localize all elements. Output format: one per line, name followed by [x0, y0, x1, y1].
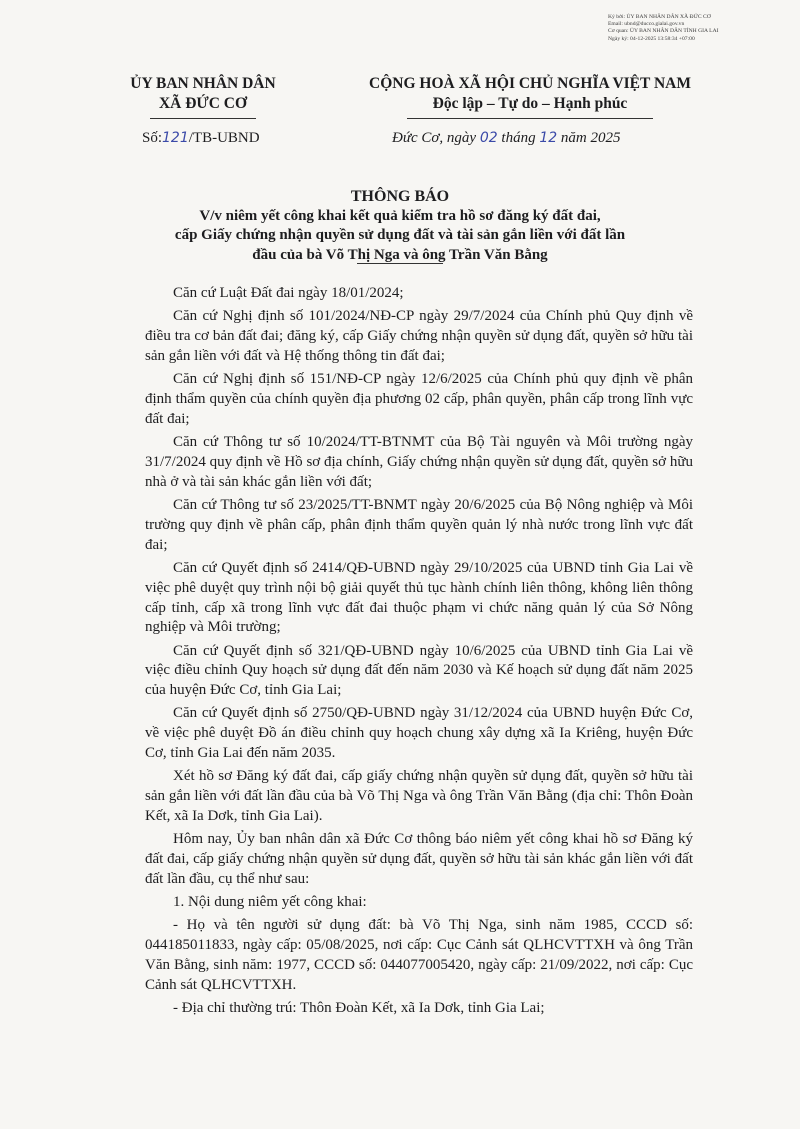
- digital-signature-stamp: [608, 14, 796, 43]
- subject-line-3: đầu của bà Võ Thị Nga và ông Trần Văn Bằng: [252, 246, 548, 263]
- document-number: [142, 130, 260, 147]
- motto-underline: [407, 118, 653, 119]
- signature-line: Ngày ký: 04-12-2025 13:58:34 +07:00: [608, 35, 695, 42]
- document-date: [392, 130, 621, 147]
- agency-underline: [150, 118, 256, 119]
- body-paragraph: Căn cứ Luật Đất đai ngày 18/01/2024;: [173, 285, 404, 301]
- signature-line: Ký bởi: ỦY BAN NHÂN DÂN XÃ ĐỨC CƠ: [608, 14, 711, 20]
- title-underline: [357, 263, 443, 264]
- body-paragraph: Hôm nay, Ủy ban nhân dân xã Đức Cơ thông báo niêm yết công khai hồ sơ Đăng ký đất đai, cấp giấy chứng nhận quyền sử dụng đất, quyền sở hữu tài sản khác gắn liền với đất đất lần đầu, cụ thể như sau:: [145, 831, 693, 888]
- handwritten-day: 02: [479, 130, 498, 146]
- signature-line: Email: ubnd@ducco.gialai.gov.vn: [608, 21, 685, 28]
- body-paragraph: Xét hồ sơ Đăng ký đất đai, cấp giấy chứng nhận quyền sử dụng đất, quyền sở hữu tài sản gắn liền với đất lần đầu của bà Võ Thị Nga và ông Trần Văn Bằng (địa chỉ: Thôn Đoàn Kết, xã Ia Dơk, tỉnh Gia Lai).: [145, 768, 693, 825]
- nation-line-1: CỘNG HOÀ XÃ HỘI CHỦ NGHĨA VIỆT NAM: [369, 75, 691, 92]
- body-paragraph: - Địa chỉ thường trú: Thôn Đoàn Kết, xã Ia Dơk, tỉnh Gia Lai;: [173, 1000, 545, 1017]
- date-month-label: tháng: [497, 130, 540, 146]
- body-paragraph: Căn cứ Thông tư số 10/2024/TT-BTNMT của Bộ Tài nguyên và Môi trường ngày 31/7/2024 quy định về Hồ sơ địa chính, Giấy chứng nhận quyền sử dụng đất, quyền sở hữu nhà ở và tài sản khác gắn liền với đất;: [145, 433, 693, 490]
- body-paragraph: Căn cứ Nghị định số 101/2024/NĐ-CP ngày 29/7/2024 của Chính phủ Quy định về điều tra cơ bản đất đai; đăng ký, cấp Giấy chứng nhận quyền sử dụng đất, quyền sở hữu tài sản gắn liền với đất và Hệ thống thông tin đất đai;: [145, 308, 693, 364]
- date-year: năm 2025: [557, 130, 621, 146]
- agency-line-2: XÃ ĐỨC CƠ: [158, 95, 248, 112]
- body-paragraph: Căn cứ Thông tư số 23/2025/TT-BNMT ngày 20/6/2025 của Bộ Nông nghiệp và Môi trường quy định về phân cấp, phân định thẩm quyền quản lý nhà nước trong lĩnh vực đất đai;: [145, 496, 693, 553]
- date-place: Đức Cơ, ngày: [392, 130, 480, 146]
- body-paragraph: - Họ và tên người sử dụng đất: bà Võ Thị Nga, sinh năm 1985, CCCD số: 044185011833, ngày cấp: 05/08/2025, nơi cấp: Cục Cảnh sát QLHCVTTXH và ông Trần Văn Bằng, sinh năm: 1977, CCCD số: 044077005420, ngày cấp: 21/09/2022, nơi cấp: Cục Cảnh sát QLHCVTTXH.: [145, 917, 693, 993]
- national-motto: [310, 74, 750, 114]
- number-prefix: Số:: [142, 130, 163, 146]
- handwritten-month: 12: [539, 130, 558, 146]
- nation-line-2: Độc lập – Tự do – Hạnh phúc: [432, 95, 628, 112]
- body-paragraph: Căn cứ Quyết định số 2414/QĐ-UBND ngày 29/10/2025 của UBND tỉnh Gia Lai về việc phê duyệt quy trình nội bộ giải quyết thủ tục hành chính liên thông, không liên thông cấp tỉnh, cấp xã trong lĩnh vực đất đai thuộc phạm vi chức năng quản lý của Sở Nông nghiệp và Môi trường;: [145, 559, 693, 636]
- number-suffix: /TB-UBND: [188, 130, 260, 146]
- signature-line: Cơ quan: ỦY BAN NHÂN DÂN TỈNH GIA LAI: [608, 28, 719, 35]
- subject-line-2: cấp Giấy chứng nhận quyền sử dụng đất và tài sản gắn liền với đất lần: [174, 227, 626, 244]
- issuing-agency: [108, 74, 298, 114]
- body-paragraph: 1. Nội dung niêm yết công khai:: [173, 894, 367, 911]
- agency-line-1: ỦY BAN NHÂN DÂN: [130, 75, 276, 92]
- notice-heading: THÔNG BÁO: [350, 188, 450, 205]
- handwritten-number: 121: [162, 130, 189, 146]
- body-paragraph: Căn cứ Quyết định số 321/QĐ-UBND ngày 10/6/2025 của UBND tỉnh Gia Lai về việc điều chỉnh Quy hoạch sử dụng đất đến năm 2030 và Kế hoạch sử dụng đất năm 2025 của huyện Đức Cơ, tỉnh Gia Lai;: [145, 642, 693, 699]
- body-paragraph: Căn cứ Quyết định số 2750/QĐ-UBND ngày 31/12/2024 của UBND huyện Đức Cơ, về việc phê duyệt Đồ án điều chỉnh quy hoạch chung xây dựng xã Ia Kriêng, huyện Đức Cơ, tỉnh Gia Lai đến năm 2035.: [145, 705, 693, 762]
- body-paragraph: Căn cứ Nghị định số 151/NĐ-CP ngày 12/6/2025 của Chính phủ quy định về phân định thẩm quyền của chính quyền địa phương 02 cấp, phân quyền, phân cấp trong lĩnh vực đất đai;: [145, 371, 693, 427]
- notice-title: [140, 187, 660, 265]
- notice-body: [145, 284, 693, 1022]
- subject-line-1: V/v niêm yết công khai kết quả kiểm tra hồ sơ đăng ký đất đai,: [199, 207, 601, 224]
